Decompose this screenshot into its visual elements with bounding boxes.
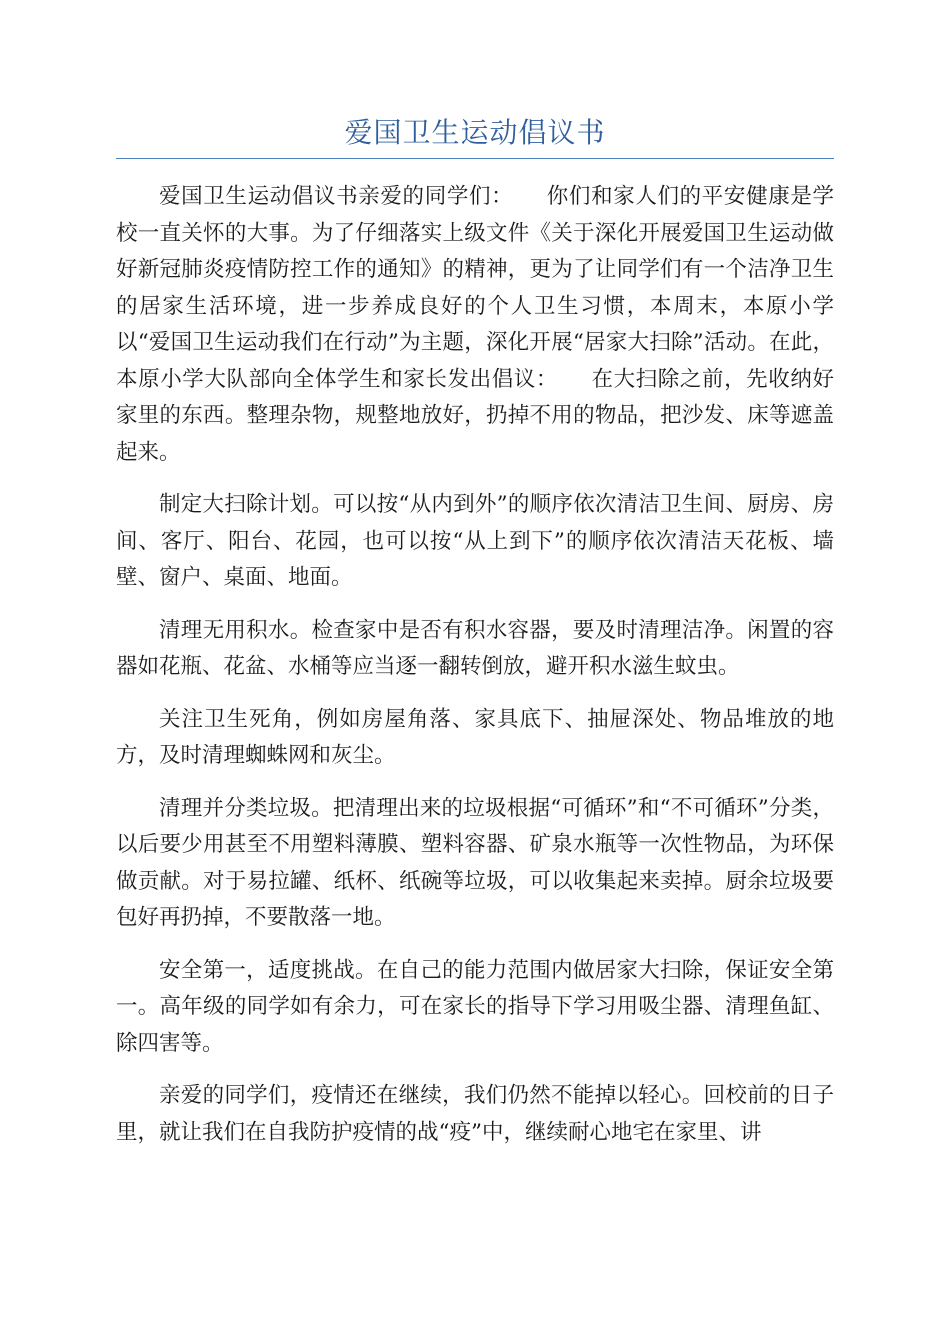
- title-underline-rule: [116, 158, 834, 159]
- paragraph-intro: 爱国卫生运动倡议书亲爱的同学们： 你们和家人们的平安健康是学校一直关怀的大事。为了仔细落实上级文件《关于深化开展爱国卫生运动做好新冠肺炎疫情防控工作的通知》的精神，更为了让同学们有一个洁净卫生的居家生活环境，进一步养成良好的个人卫生习惯，本周末，本原小学以“爱国卫生运动我们在行动”为主题，深化开展“居家大扫除”活动。在此，本原小学大队部向全体学生和家长发出倡议： 在大扫除之前，先收纳好家里的东西。整理杂物，规整地放好，扔掉不用的物品，把沙发、床等遮盖起来。: [116, 184, 834, 465]
- paragraph-garbage-sorting: 清理并分类垃圾。把清理出来的垃圾根据“可循环”和“不可循环”分类，以后要少用甚至不用塑料薄膜、塑料容器、矿泉水瓶等一次性物品，为环保做贡献。对于易拉罐、纸杯、纸碗等垃圾，可以收集起来卖掉。厨余垃圾要包好再扔掉，不要散落一地。: [116, 795, 834, 930]
- paragraph-standing-water: 清理无用积水。检查家中是否有积水容器，要及时清理洁净。闲置的容器如花瓶、花盆、水桶等应当逐一翻转倒放，避开积水滋生蚊虫。: [116, 617, 834, 679]
- paragraph-cleaning-plan: 制定大扫除计划。可以按“从内到外”的顺序依次清洁卫生间、厨房、房间、客厅、阳台、花园，也可以按“从上到下”的顺序依次清洁天花板、墙壁、窗户、桌面、地面。: [116, 492, 834, 590]
- paragraph-closing: 亲爱的同学们，疫情还在继续，我们仍然不能掉以轻心。回校前的日子里，就让我们在自我防护疫情的战“疫”中，继续耐心地宅在家里、讲: [116, 1083, 834, 1145]
- paragraph-hygiene-corners: 关注卫生死角，例如房屋角落、家具底下、抽屉深处、物品堆放的地方，及时清理蜘蛛网和灰尘。: [116, 706, 834, 768]
- document-title: 爱国卫生运动倡议书: [344, 116, 606, 149]
- paragraph-safety-first: 安全第一，适度挑战。在自己的能力范围内做居家大扫除，保证安全第一。高年级的同学如有余力，可在家长的指导下学习用吸尘器、清理鱼缸、除四害等。: [116, 957, 834, 1056]
- document-page: [116, 0, 834, 1167]
- document-body: [116, 179, 834, 1151]
